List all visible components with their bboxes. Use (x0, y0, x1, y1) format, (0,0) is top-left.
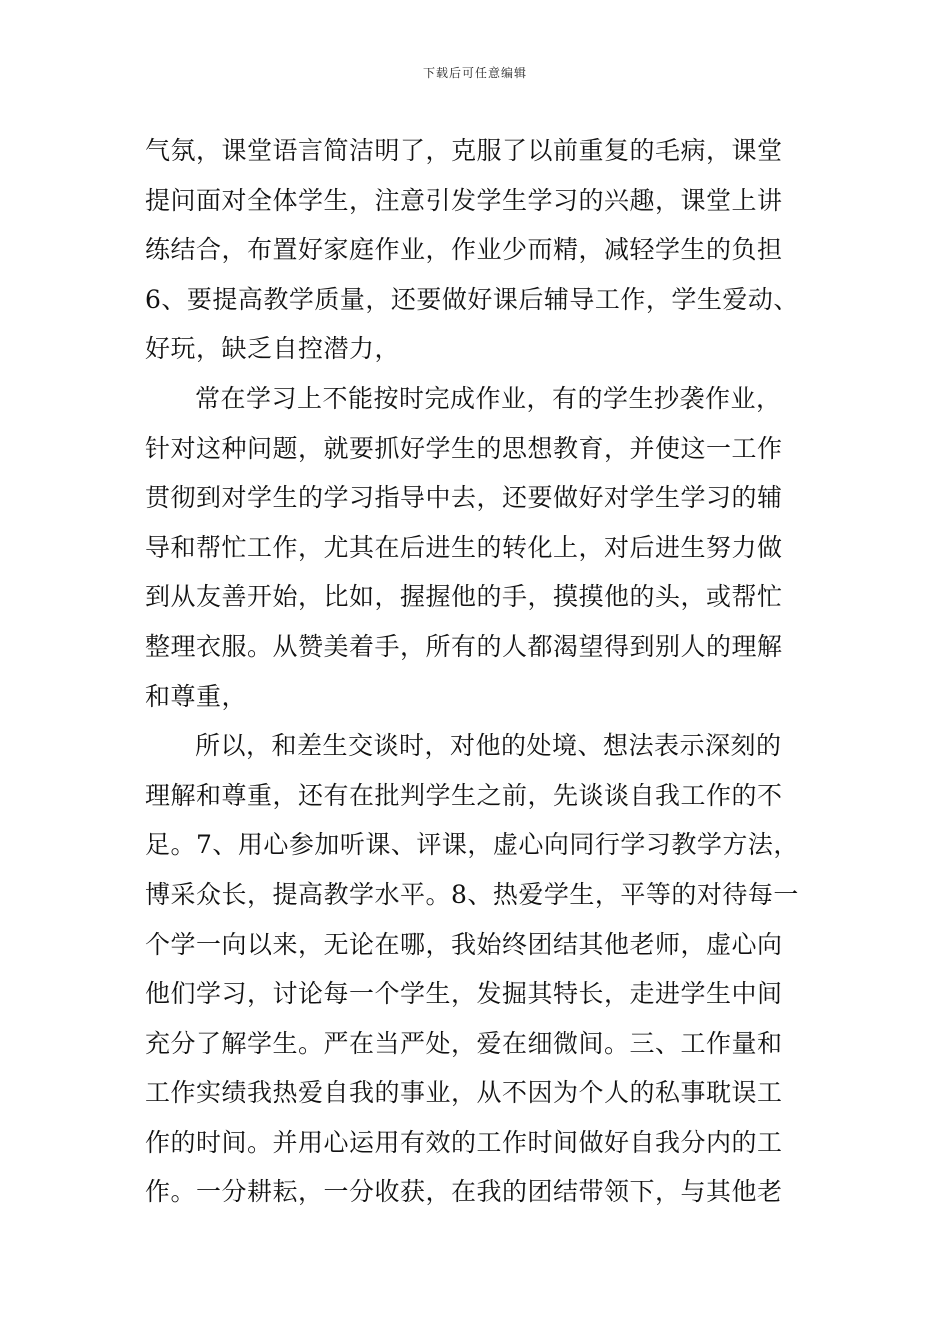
text-line: 作的时间。并用心运用有效的工作时间做好自我分内的工 (145, 1127, 783, 1157)
paragraph-first-line: 常在学习上不能按时完成作业，有的学生抄袭作业， (195, 383, 782, 413)
body-text (145, 126, 815, 1217)
text-line: 到从友善开始，比如，握握他的手，摸摸他的头，或帮忙 (145, 582, 783, 612)
text-line: 提问面对全体学生，注意引发学生学习的兴趣，课堂上讲 (145, 185, 783, 215)
text-line: 针对这种问题，就要抓好学生的思想教育，并使这一工作 (145, 433, 783, 463)
text-line: 导和帮忙工作，尤其在后进生的转化上，对后进生努力做 (145, 532, 783, 562)
text-line: 充分了解学生。严在当严处，爱在细微间。三、工作量和 (145, 1028, 783, 1058)
text-line: 足。7、用心参加听课、评课，虚心向同行学习教学方法， (145, 830, 799, 860)
text-line: 他们学习，讨论每一个学生，发掘其特长，走进学生中间 (145, 979, 783, 1009)
text-line: 博采众长，提高教学水平。8、热爱学生，平等的对待每一 (145, 879, 799, 909)
text-line: 整理衣服。从赞美着手，所有的人都渴望得到别人的理解 (145, 631, 783, 661)
page-header: 下载后可任意编辑 (422, 66, 527, 80)
text-line: 和尊重， (145, 681, 248, 711)
text-line: 6、要提高教学质量，还要做好课后辅导工作，学生爱动、 (145, 284, 799, 314)
text-line: 贯彻到对学生的学习指导中去，还要做好对学生学习的辅 (145, 483, 783, 513)
paragraph-first-line: 所以，和差生交谈时，对他的处境、想法表示深刻的 (195, 731, 782, 761)
text-line: 理解和尊重，还有在批判学生之前，先谈谈自我工作的不 (145, 780, 783, 810)
text-line: 工作实绩我热爱自我的事业，从不因为个人的私事耽误工 (145, 1078, 783, 1108)
text-line: 作。一分耕耘，一分收获，在我的团结带领下，与其他老 (145, 1177, 783, 1207)
text-line: 练结合，布置好家庭作业，作业少而精，减轻学生的负担 (145, 235, 783, 265)
text-line: 气氛，课堂语言简洁明了，克服了以前重复的毛病，课堂 (145, 136, 783, 165)
text-line: 个学一向以来，无论在哪，我始终团结其他老师，虚心向 (145, 929, 783, 959)
text-line: 好玩，缺乏自控潜力， (145, 334, 401, 364)
